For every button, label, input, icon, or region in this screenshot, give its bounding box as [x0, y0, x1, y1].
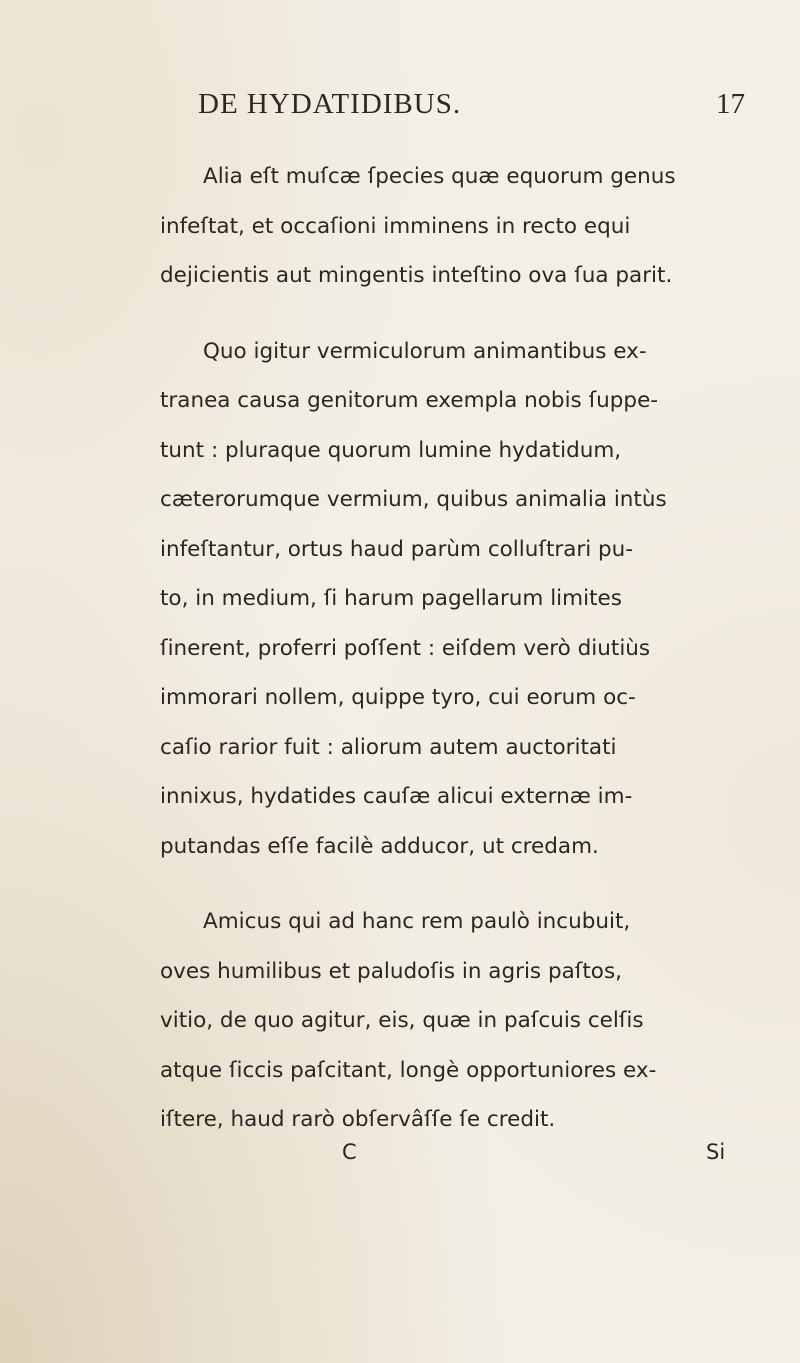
paragraph-1 [160, 152, 750, 301]
page-title: DE HYDATIDIBUS. [198, 88, 462, 120]
text-line: tranea causa genitorum exempla nobis ſuppe- [160, 388, 659, 413]
text-line: vitio, de quo agitur, eis, quæ in paſcuis celſis [160, 1008, 644, 1033]
paragraph-2 [160, 327, 750, 872]
text-line: immorari nollem, quippe tyro, cui eorum oc- [160, 685, 636, 710]
paragraph-3 [160, 897, 750, 1145]
text-line: dejicientis aut mingentis inteſtino ova ſua parit. [160, 263, 673, 288]
page-number: 17 [716, 88, 745, 120]
text-line: tunt : pluraque quorum lumine hydatidum, [160, 437, 622, 463]
text-line: putandas eſſe facilè adducor, ut credam. [160, 833, 599, 859]
text-line: ſinerent, proferri poſſent : eiſdem verò diutiùs [160, 635, 651, 661]
text-line: Alia eſt muſcæ ſpecies quæ equorum genus [203, 164, 676, 189]
body-text [160, 152, 750, 1145]
text-line: oves humilibus et paludoſis in agris paſtos, [160, 958, 622, 984]
text-line: infeſtantur, ortus haud parùm colluſtrari pu- [160, 536, 634, 562]
catchword: Si [706, 1140, 726, 1164]
text-line: Quo igitur vermiculorum animantibus ex- [203, 338, 647, 364]
signature-mark: C [342, 1140, 357, 1164]
text-line: cæterorumque vermium, quibus animalia intùs [160, 487, 667, 512]
text-line: to, in medium, ſi harum pagellarum limites [160, 586, 622, 611]
text-line: iſtere, haud rarò obſervâſſe ſe credit. [160, 1107, 556, 1132]
text-line: Amicus qui ad hanc rem paulò incubuit, [203, 909, 631, 934]
text-line: atque ſiccis paſcitant, longè opportuniores ex- [160, 1057, 657, 1083]
text-line: caſio rarior fuit : aliorum autem auctoritati [160, 734, 617, 760]
running-head [0, 88, 800, 128]
footer-line [0, 1140, 800, 1174]
text-line: infeſtat, et occaſioni imminens in recto equi [160, 213, 631, 239]
text-line: innixus, hydatides cauſæ alicui externæ im- [160, 784, 633, 809]
